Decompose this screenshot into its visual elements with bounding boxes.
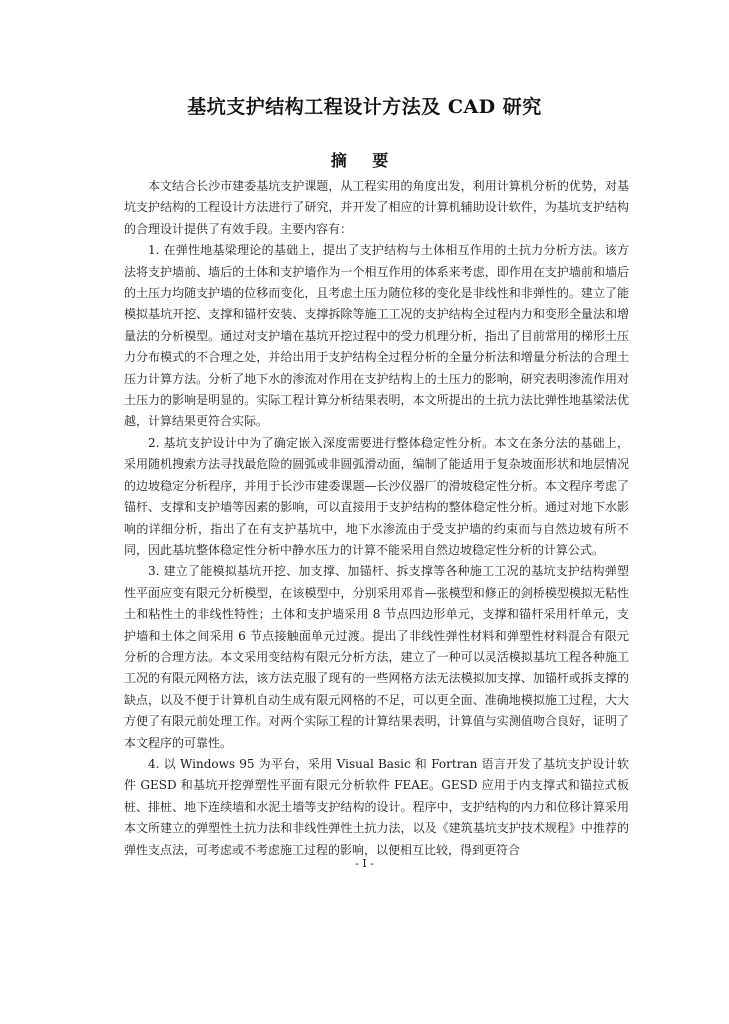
paragraph-intro: 本文结合长沙市建委基坑支护课题，从工程实用的角度出发，利用计算机分析的优势，对基坑支护结构的工程设计方法进行了研究，并开发了相应的计算机辅助设计软件，为基坑支护结构的合理设计提供了有效手段。主要内容有：	[124, 179, 629, 236]
page-number: - I -	[355, 857, 374, 870]
paragraph-2: 2. 基坑支护设计中为了确定嵌入深度需要进行整体稳定性分析。本文在条分法的基础上，采用随机搜索方法寻找最危险的圆弧或非圆弧滑动面，编制了能适用于复杂坡面形状和地层情况的边坡稳定分析程序，并用于长沙市建委课题—长沙仪器厂的滑坡稳定性分析。本文程序考虑了锚杆、支撑和支护墙等因素的影响，可以直接用于支护结构的整体稳定性分析。通过对地下水影响的详细分析，指出了在有支护基坑中，地下水渗流由于受支护墙的约束而与自然边坡有所不同，因此基坑整体稳定性分析中静水压力的计算不能采用自然边坡稳定性分析的计算公式。	[124, 435, 629, 557]
paragraph-3: 3. 建立了能模拟基坑开挖、加支撑、加锚杆、拆支撑等各种施工工况的基坑支护结构弹塑性平面应变有限元分析模型，在该模型中，分别采用邓肯—张模型和修正的剑桥模型模拟无粘性土和粘性土的非线性特性；土体和支护墙采用 8 节点四边形单元，支撑和锚杆采用杆单元，支护墙和土体之间采用 6 节点接触面单元过渡。提出了非线性弹性材料和弹塑性材料混合有限元分析的合理方法。本文采用变结构有限元分析方法，建立了一种可以灵活模拟基坑工程各种施工工况的有限元网格方法，该方法克服了现有的一些网格方法无法模拟加支撑、加锚杆或拆支撑的缺点，以及不便于计算机自动生成有限元网格的不足，可以更全面、准确地模拟施工过程，大大方便了有限元前处理工作。对两个实际工程的计算结果表明，计算值与实测值吻合良好，证明了本文程序的可靠性。	[124, 564, 629, 750]
abstract-heading: 摘 要	[330, 151, 399, 170]
paper-title: 基坑支护结构工程设计方法及 CAD 研究	[187, 96, 542, 118]
paragraph-1: 1. 在弹性地基梁理论的基础上，提出了支护结构与土体相互作用的土抗力分析方法。该方法将支护墙前、墙后的土体和支护墙作为一个相互作用的体系来考虑，即作用在支护墙前和墙后的土压力均随支护墙的位移而变化，且考虑土压力随位移的变化是非线性和非弹性的。建立了能模拟基坑开挖、支撑和锚杆安装、支撑拆除等施工工况的支护结构全过程内力和变形全量法和增量法的分析模型。通过对支护墙在基坑开挖过程中的受力机理分析，指出了目前常用的梯形土压力分布模式的不合理之处，并给出用于支护结构全过程分析的全量分析法和增量分析法的合理土压力计算方法。分析了地下水的渗流对作用在支护结构上的土压力的影响，研究表明渗流作用对土压力的影响是明显的。实际工程计算分析结果表明，本文所提出的土抗力法比弹性地基梁法优越，计算结果更符合实际。	[124, 243, 629, 429]
abstract-body	[124, 176, 629, 861]
paragraph-4: 4. 以 Windows 95 为平台，采用 Visual Basic 和 Fortran 语言开发了基坑支护设计软件 GESD 和基坑开挖弹塑性平面有限元分析软件 FEAE。GESD 应用于内支撑式和锚拉式板桩、排桩、地下连续墙和水泥土墙等支护结构的设计。程序中，支护结构的内力和位移计算采用本文所建立的弹塑性土抗力法和非线性弹性土抗力法，以及《建筑基坑支护技术规程》中推荐的弹性支点法，可考虑或不考虑施工过程的影响，以便相互比较，得到更符合	[124, 756, 629, 857]
